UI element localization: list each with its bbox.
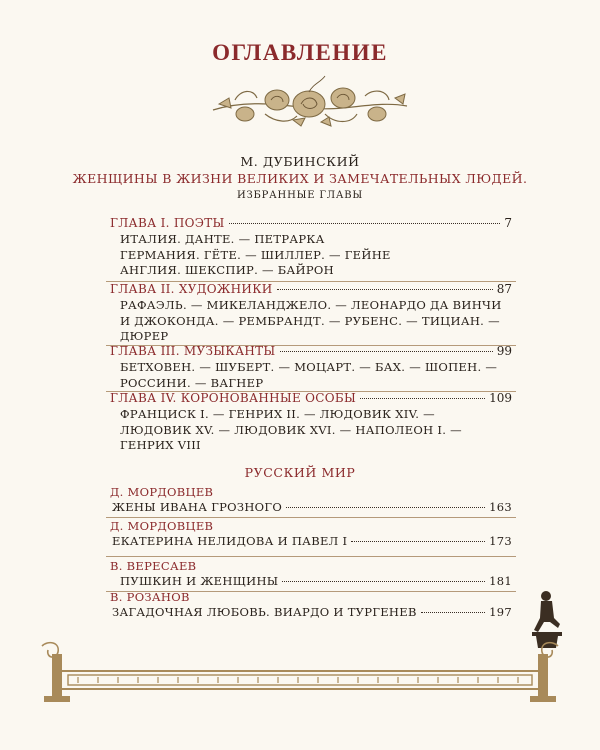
chapter-subline: ЛЮДОВИК XV. — ЛЮДОВИК XVI. — НАПОЛЕОН I. — bbox=[120, 422, 462, 437]
chapter-subline: ИТАЛИЯ. ДАНТЕ. — ПЕТРАРКА bbox=[120, 232, 325, 246]
chapter-subline: ДЮРЕР bbox=[120, 329, 169, 343]
divider bbox=[106, 556, 516, 557]
seated-figure-icon bbox=[524, 588, 568, 648]
toc-entry[interactable] bbox=[110, 519, 512, 550]
chapter-title: ГЛАВА IV. КОРОНОВАННЫЕ ОСОБЫ bbox=[110, 391, 357, 405]
leader-dots bbox=[351, 541, 485, 542]
book-title: ЖЕНЩИНЫ В ЖИЗНИ ВЕЛИКИХ И ЗАМЕЧАТЕЛЬНЫХ ЛЮДЕЙ. bbox=[72, 171, 528, 186]
page-number: 163 bbox=[489, 500, 512, 514]
leader-dots bbox=[280, 351, 493, 352]
page-number: 197 bbox=[489, 605, 512, 619]
page-number: 181 bbox=[489, 574, 512, 588]
page-title: ОГЛАВЛЕНИЕ bbox=[212, 40, 388, 65]
leader-dots bbox=[421, 612, 485, 613]
chapter-title: ГЛАВА I. ПОЭТЫ bbox=[110, 216, 225, 230]
ornamental-border-icon bbox=[38, 640, 562, 704]
page-number: 173 bbox=[489, 534, 512, 548]
entry-title: ЗАГАДОЧНАЯ ЛЮБОВЬ. ВИАРДО И ТУРГЕНЕВ bbox=[112, 605, 417, 619]
entry-author: В. ВЕРЕСАЕВ bbox=[110, 559, 197, 573]
chapter-subline: АНГЛИЯ. ШЕКСПИР. — БАЙРОН bbox=[120, 263, 334, 277]
leader-dots bbox=[360, 398, 485, 399]
toc-entry[interactable] bbox=[110, 485, 512, 516]
entry-title: ЕКАТЕРИНА НЕЛИДОВА И ПАВЕЛ I bbox=[112, 534, 348, 548]
leader-dots bbox=[282, 581, 485, 582]
leader-dots bbox=[286, 507, 485, 508]
author-name: М. ДУБИНСКИЙ bbox=[240, 154, 360, 169]
chapter-entry[interactable] bbox=[110, 216, 512, 279]
leader-dots bbox=[277, 289, 493, 290]
entry-author: Д. МОРДОВЦЕВ bbox=[110, 519, 214, 533]
chapter-title: ГЛАВА II. ХУДОЖНИКИ bbox=[110, 282, 273, 296]
chapter-subline: ФРАНЦИСК I. — ГЕНРИХ II. — ЛЮДОВИК XIV. — bbox=[120, 407, 435, 421]
divider bbox=[106, 517, 516, 518]
page-number: 7 bbox=[504, 216, 512, 230]
toc-entry[interactable] bbox=[110, 590, 512, 621]
roses-ornament-icon bbox=[205, 70, 415, 132]
chapter-subline: РОССИНИ. — ВАГНЕР bbox=[120, 375, 264, 390]
chapter-title: ГЛАВА III. МУЗЫКАНТЫ bbox=[110, 344, 276, 358]
page-number: 99 bbox=[496, 344, 512, 358]
toc-entry[interactable] bbox=[110, 559, 512, 590]
chapter-subline: РАФАЭЛЬ. — МИКЕЛАНДЖЕЛО. — ЛЕОНАРДО ДА ВИНЧИ bbox=[120, 298, 502, 312]
entry-author: Д. МОРДОВЦЕВ bbox=[110, 485, 214, 499]
chapter-subline: ГЕРМАНИЯ. ГЁТЕ. — ШИЛЛЕР. — ГЕЙНЕ bbox=[120, 247, 391, 262]
section-title: РУССКИЙ МИР bbox=[244, 465, 356, 480]
chapter-entry[interactable] bbox=[110, 391, 512, 454]
entry-title: ПУШКИН И ЖЕНЩИНЫ bbox=[120, 574, 279, 588]
chapter-subline: ГЕНРИХ VIII bbox=[120, 438, 201, 452]
book-subtitle: ИЗБРАННЫЕ ГЛАВЫ bbox=[236, 190, 364, 201]
entry-title: ЖЕНЫ ИВАНА ГРОЗНОГО bbox=[112, 500, 283, 514]
page-number: 87 bbox=[496, 282, 512, 296]
chapter-entry[interactable] bbox=[110, 344, 512, 391]
chapter-subline: И ДЖОКОНДА. — РЕМБРАНДТ. — РУБЕНС. — ТИЦИАН. — bbox=[120, 313, 500, 328]
entry-author: В. РОЗАНОВ bbox=[110, 590, 190, 604]
chapter-subline: БЕТХОВЕН. — ШУБЕРТ. — МОЦАРТ. — БАХ. — ШОПЕН. — bbox=[120, 360, 498, 374]
chapter-entry[interactable] bbox=[110, 282, 512, 345]
page-number: 109 bbox=[489, 391, 512, 405]
leader-dots bbox=[229, 223, 501, 224]
